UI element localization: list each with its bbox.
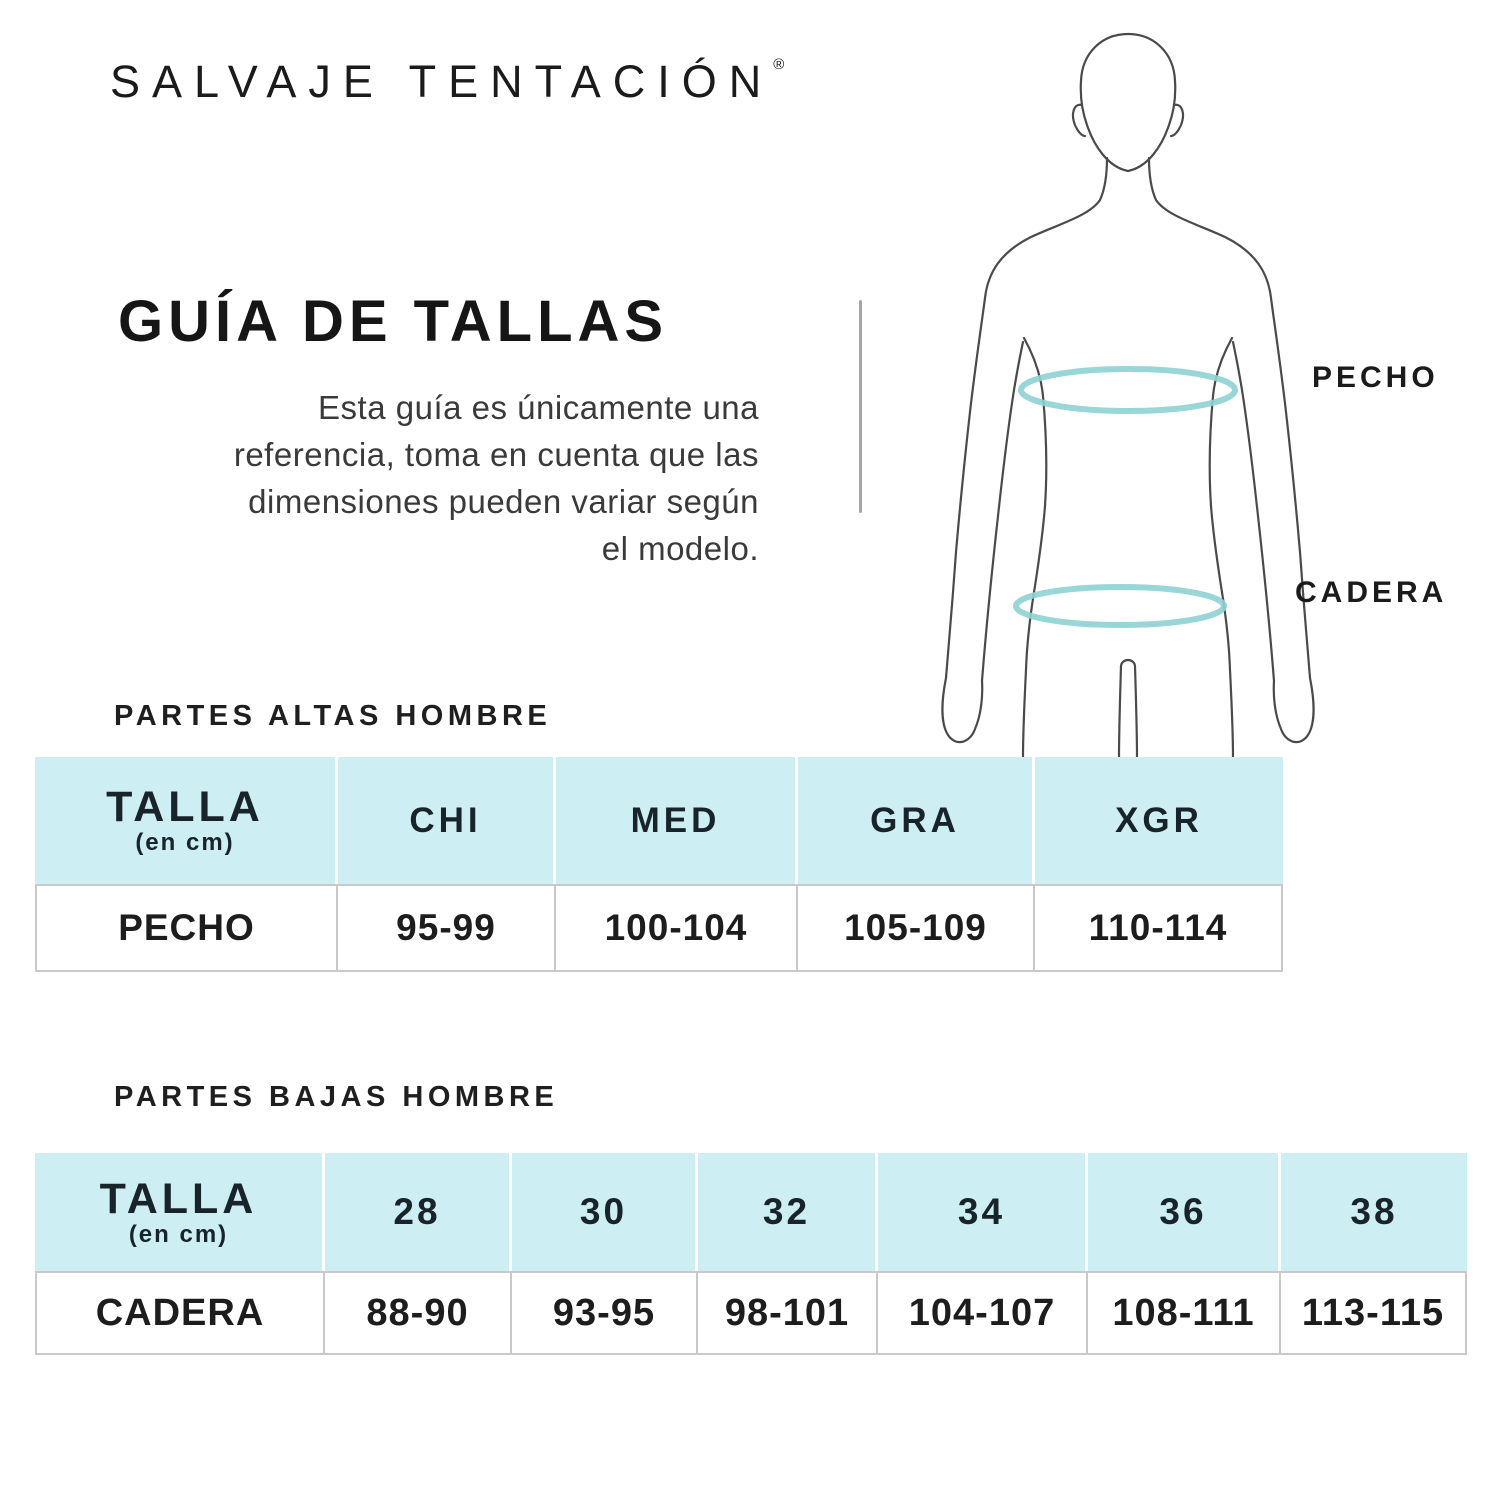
row-label-pecho: PECHO — [35, 884, 338, 972]
hip-measure-ellipse — [1016, 587, 1224, 625]
size-header-cell — [35, 1153, 325, 1271]
chest-measure-ellipse — [1021, 369, 1235, 411]
description-line: referencia, toma en cuenta que las — [233, 436, 759, 473]
value-cell: 104-107 — [878, 1271, 1088, 1355]
bottoms-header-row — [35, 1153, 1467, 1271]
column-header-38: 38 — [1281, 1153, 1467, 1271]
column-header-34: 34 — [878, 1153, 1088, 1271]
value-cell: 100-104 — [556, 884, 798, 972]
page-title: GUÍA DE TALLAS — [118, 289, 669, 354]
size-label: TALLA — [99, 1174, 258, 1223]
value-cell: 88-90 — [325, 1271, 512, 1355]
chest-label: PECHO — [1312, 361, 1439, 394]
size-header-cell — [35, 757, 338, 884]
size-unit: (en cm) — [135, 829, 235, 856]
description-line: dimensiones pueden variar según — [248, 483, 759, 520]
value-cell: 98-101 — [698, 1271, 878, 1355]
body-outline — [942, 34, 1313, 758]
brand-name: SALVAJE TENTACIÓN — [110, 56, 774, 107]
column-header-chi: CHI — [338, 757, 556, 884]
column-header-xgr: XGR — [1035, 757, 1283, 884]
value-cell: 105-109 — [798, 884, 1035, 972]
table-row — [35, 884, 1283, 972]
column-header-gra: GRA — [798, 757, 1035, 884]
tops-size-table — [35, 757, 1283, 972]
row-label-cadera: CADERA — [35, 1271, 325, 1355]
value-cell: 93-95 — [512, 1271, 698, 1355]
value-cell: 95-99 — [338, 884, 556, 972]
guide-description — [75, 384, 759, 572]
vertical-divider — [859, 300, 862, 513]
value-cell: 110-114 — [1035, 884, 1283, 972]
hip-label: CADERA — [1295, 576, 1448, 609]
section-title-tops: PARTES ALTAS HOMBRE — [114, 700, 552, 732]
column-header-30: 30 — [512, 1153, 698, 1271]
column-header-med: MED — [556, 757, 798, 884]
column-header-28: 28 — [325, 1153, 512, 1271]
section-title-bottoms: PARTES BAJAS HOMBRE — [114, 1081, 559, 1113]
column-header-32: 32 — [698, 1153, 878, 1271]
registered-trademark-symbol: ® — [773, 56, 785, 73]
bottoms-size-table — [35, 1153, 1467, 1355]
table-row — [35, 1271, 1467, 1355]
value-cell: 108-111 — [1088, 1271, 1281, 1355]
description-line: el modelo. — [601, 530, 759, 567]
brand-logo — [110, 56, 784, 108]
column-header-36: 36 — [1088, 1153, 1281, 1271]
value-cell: 113-115 — [1281, 1271, 1467, 1355]
tops-header-row — [35, 757, 1283, 884]
description-line: Esta guía es únicamente una — [318, 389, 759, 426]
size-label: TALLA — [106, 783, 264, 831]
size-unit: (en cm) — [128, 1220, 229, 1248]
